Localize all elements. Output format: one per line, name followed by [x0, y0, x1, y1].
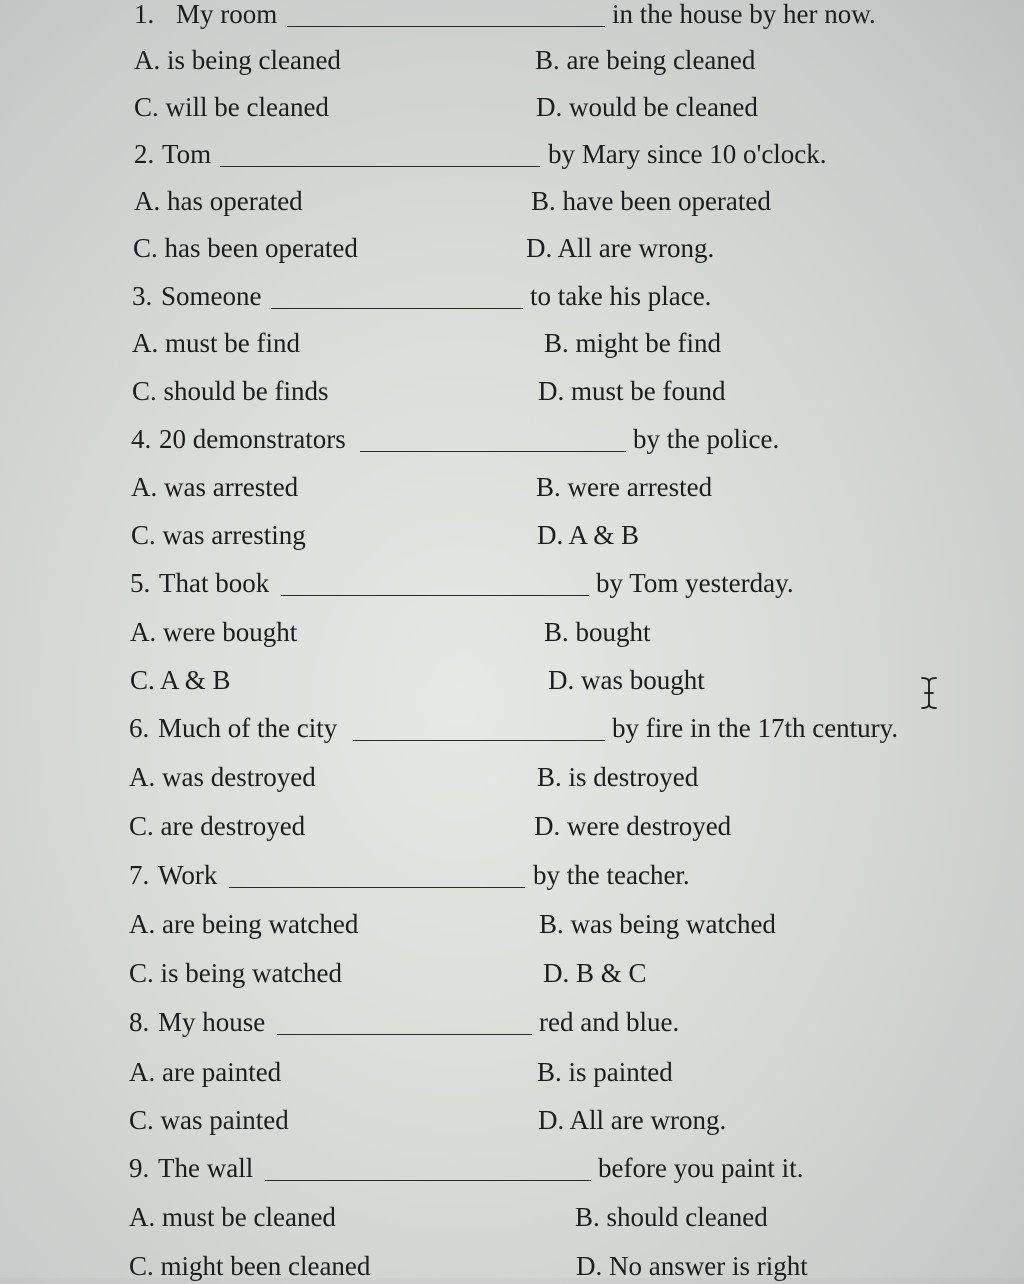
question-7-option-c: C. is being watched	[129, 958, 342, 988]
question-2-options-cd	[0, 230, 1024, 266]
question-6-option-b: B. is destroyed	[537, 762, 699, 792]
question-6-option-c: C. are destroyed	[129, 811, 306, 841]
question-4-option-b: B. were arrested	[536, 472, 713, 502]
question-8-subject: My house	[158, 1007, 266, 1037]
question-4-options-ab	[0, 469, 1024, 505]
question-9-subject: The wall	[158, 1153, 254, 1183]
question-5-options-cd	[0, 662, 1024, 698]
question-2-rest: by Mary since 10 o'clock.	[548, 139, 827, 169]
question-1-option-d: D. would be cleaned	[536, 92, 758, 122]
question-8-blank	[277, 1034, 532, 1035]
question-2-stem	[0, 136, 1024, 172]
question-5-options-ab	[0, 614, 1024, 650]
question-8-stem	[0, 1004, 1024, 1040]
question-2-subject: Tom	[162, 139, 212, 169]
question-6-stem	[0, 710, 1024, 746]
question-1-option-c: C. will be cleaned	[134, 92, 329, 122]
question-4-subject: 20 demonstrators	[159, 424, 346, 454]
question-7-options-cd	[0, 955, 1024, 991]
question-5-option-b: B. bought	[544, 617, 651, 647]
question-9-option-a: A. must be cleaned	[129, 1202, 336, 1232]
question-4-option-a: A. was arrested	[131, 472, 299, 502]
question-8-option-d: D. All are wrong.	[538, 1105, 727, 1135]
question-7-option-d: D. B & C	[543, 958, 647, 988]
question-1-number: 1.	[134, 0, 155, 29]
question-9-option-b: B. should cleaned	[575, 1202, 768, 1232]
question-2-option-d: D. All are wrong.	[526, 233, 715, 263]
question-7-rest: by the teacher.	[533, 860, 690, 890]
question-8-option-c: C. was painted	[129, 1105, 289, 1135]
question-3-option-c: C. should be finds	[132, 376, 329, 406]
question-1-options-ab	[0, 42, 1024, 78]
question-5-blank	[281, 595, 589, 596]
question-6-option-a: A. was destroyed	[129, 762, 316, 792]
question-4-stem	[0, 421, 1024, 457]
question-6-number: 6.	[129, 713, 150, 743]
question-7-stem	[0, 857, 1024, 893]
question-3-option-d: D. must be found	[538, 376, 726, 406]
question-3-number: 3.	[132, 281, 153, 311]
question-3-subject: Someone	[161, 281, 262, 311]
question-2-option-b: B. have been operated	[531, 186, 771, 216]
question-9-option-c: C. might been cleaned	[129, 1251, 371, 1281]
question-3-blank	[271, 308, 523, 309]
question-2-option-a: A. has operated	[134, 186, 303, 216]
question-4-option-d: D. A & B	[537, 520, 640, 550]
question-5-number: 5.	[130, 568, 151, 598]
question-8-options-ab	[0, 1054, 1024, 1090]
question-6-blank	[353, 740, 605, 741]
question-6-subject: Much of the city	[158, 713, 338, 743]
question-5-option-c: C. A & B	[130, 665, 231, 695]
question-1-subject: My room	[176, 0, 278, 29]
text-cursor-icon	[918, 676, 940, 710]
question-3-options-cd	[0, 373, 1024, 409]
question-8-option-a: A. are painted	[129, 1057, 282, 1087]
question-4-number: 4.	[131, 424, 152, 454]
question-9-blank	[265, 1180, 591, 1181]
question-2-blank	[220, 166, 540, 167]
question-5-option-d: D. was bought	[548, 665, 705, 695]
question-4-blank	[360, 451, 626, 452]
question-8-number: 8.	[129, 1007, 150, 1037]
question-5-rest: by Tom yesterday.	[596, 568, 794, 598]
question-5-subject: That book	[159, 568, 270, 598]
question-7-subject: Work	[158, 860, 218, 890]
question-2-options-ab	[0, 183, 1024, 219]
question-9-rest: before you paint it.	[598, 1153, 804, 1183]
question-2-number: 2.	[134, 139, 155, 169]
question-9-option-d: D. No answer is right	[576, 1251, 808, 1281]
question-8-options-cd	[0, 1102, 1024, 1138]
question-3-rest: to take his place.	[530, 281, 712, 311]
question-7-number: 7.	[129, 860, 150, 890]
question-1-blank	[287, 26, 605, 27]
question-7-options-ab	[0, 906, 1024, 942]
question-5-option-a: A. were bought	[130, 617, 298, 647]
question-6-rest: by fire in the 17th century.	[612, 713, 899, 743]
question-7-option-a: A. are being watched	[129, 909, 359, 939]
question-3-option-b: B. might be find	[544, 328, 721, 358]
question-9-number: 9.	[129, 1153, 150, 1183]
question-1-stem	[0, 0, 1024, 32]
question-5-stem	[0, 565, 1024, 601]
question-1-options-cd	[0, 89, 1024, 125]
question-3-stem	[0, 278, 1024, 314]
question-2-option-c: C. has been operated	[133, 233, 358, 263]
question-3-options-ab	[0, 325, 1024, 361]
question-9-options-cd	[0, 1248, 1024, 1284]
question-6-option-d: D. were destroyed	[534, 811, 732, 841]
question-1-option-a: A. is being cleaned	[134, 45, 341, 75]
question-7-option-b: B. was being watched	[539, 909, 776, 939]
question-9-stem	[0, 1150, 1024, 1186]
question-1-option-b: B. are being cleaned	[535, 45, 756, 75]
question-4-option-c: C. was arresting	[131, 520, 306, 550]
question-6-options-ab	[0, 759, 1024, 795]
question-3-option-a: A. must be find	[132, 328, 300, 358]
question-7-blank	[229, 887, 525, 888]
question-1-rest: in the house by her now.	[612, 0, 876, 29]
question-9-options-ab	[0, 1199, 1024, 1235]
question-8-option-b: B. is painted	[537, 1057, 673, 1087]
question-6-options-cd	[0, 808, 1024, 844]
question-4-rest: by the police.	[633, 424, 780, 454]
question-8-rest: red and blue.	[539, 1007, 680, 1037]
question-4-options-cd	[0, 517, 1024, 553]
